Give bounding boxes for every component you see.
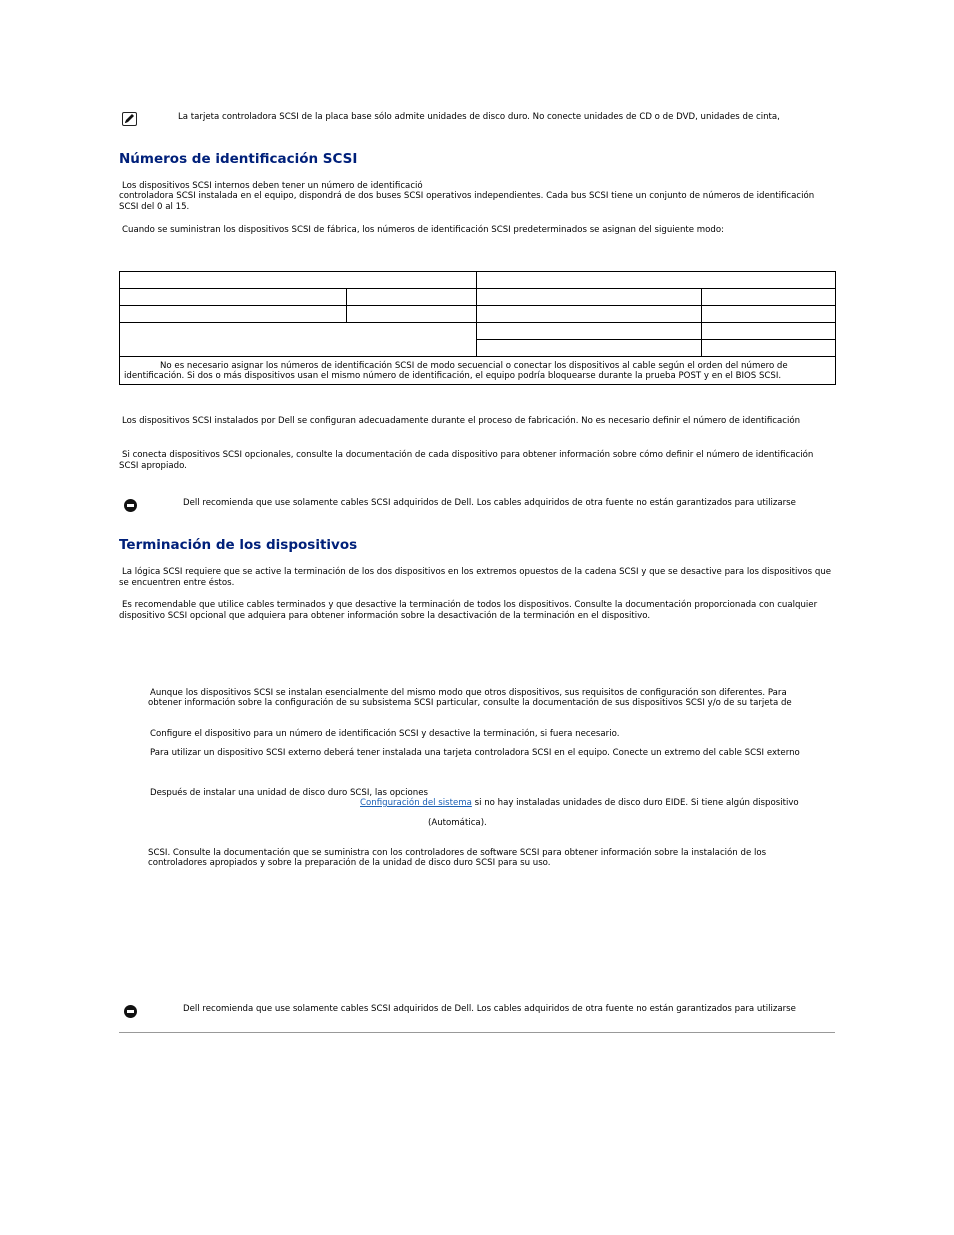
system-setup-link[interactable]: Configuración del sistema [360,798,472,808]
table-cell [477,272,836,289]
heading-termination: Terminación de los dispositivos [119,537,358,553]
table-note-cell [120,357,836,385]
install-step3-line1: Después de instalar una unidad de disco duro SCSI, las opciones [150,788,429,798]
table-cell [702,340,836,357]
install-step3-line2 [360,798,799,809]
table-cell [477,323,702,340]
notice-icon [124,499,137,512]
note-pencil-icon [122,112,137,126]
term-para2: Es recomendable que utilice cables terminados y que desactive la terminación de todos los dispositivos. Consulte la documentación proporcionada con cualquier dispositivo SCSI opcional que adquiera para obtener información sobre la desactivación de la terminación en el dispositivo. [119,600,818,621]
table-cell [477,340,702,357]
divider [119,1032,835,1033]
install-step3-line3: (Automática). [428,818,487,828]
install-step4-line2: controladores apropiados y sobre la preparación de la unidad de disco duro SCSI para su uso. [148,858,551,868]
table-cell [347,306,477,323]
table-cell [477,306,702,323]
ids-para1-rest: controladora SCSI instalada en el equipo, dispondrá de dos buses SCSI operativos independientes. Cada bus SCSI tiene un conjunto de números de identificación SCSI del 0 al 15. [119,191,815,212]
install-para1-line2: obtener información sobre la configuración de su subsistema SCSI particular, consulte la documentación de sus dispositivos SCSI y/o de su tarjeta de [148,698,792,708]
table-cell [120,323,477,357]
note-text: La tarjeta controladora SCSI de la placa base sólo admite unidades de disco duro. No conecte unidades de CD o de DVD, unidades de cinta, [178,112,780,122]
table-row [120,357,836,385]
term-para1: La lógica SCSI requiere que se active la terminación de los dos dispositivos en los extremos opuestos de la cadena SCSI y que se desactive para los dispositivos que se encuentren entre éstos. [119,567,832,588]
notice-text-2: Dell recomienda que use solamente cables SCSI adquiridos de Dell. Los cables adquiridos de otra fuente no están garantizados para utilizarse [183,1004,796,1014]
install-para1-line1: Aunque los dispositivos SCSI se instalan esencialmente del mismo modo que otros dispositivos, sus requisitos de configuración son diferentes. Para [150,688,787,698]
table-cell [702,306,836,323]
install-step4-line1: SCSI. Consulte la documentación que se suministra con los controladores de software SCSI para obtener información sobre la instalación de los [148,848,767,858]
table-row [120,306,836,323]
install-step2: Para utilizar un dispositivo SCSI externo deberá tener instalada una tarjeta controladora SCSI en el equipo. Conecte un extremo del cable SCSI externo [150,748,800,758]
ids-para4: Si conecta dispositivos SCSI opcionales, consulte la documentación de cada dispositivo para obtener información sobre cómo definir el número de identificación SCSI apropiado. [119,450,814,471]
table-cell [120,272,477,289]
ids-para3: Los dispositivos SCSI instalados por Dell se configuran adecuadamente durante el proceso de fabricación. No es necesario definir el número de identificación [122,416,801,426]
scsi-id-table [119,271,836,385]
heading-scsi-ids: Números de identificación SCSI [119,151,358,167]
table-cell [702,323,836,340]
table-cell [702,289,836,306]
ids-para1-line1: Los dispositivos SCSI internos deben tener un número de identificació [122,181,423,191]
install-step3-line2-text: si no hay instaladas unidades de disco duro EIDE. Si tiene algún dispositivo [474,798,799,808]
table-cell [477,289,702,306]
notice-text-1: Dell recomienda que use solamente cables SCSI adquiridos de Dell. Los cables adquiridos de otra fuente no están garantizados para utilizarse [183,498,796,508]
table-row [120,289,836,306]
table-row [120,272,836,289]
table-note-text: No es necesario asignar los números de identificación SCSI de modo secuencial o conectar los dispositivos al cable según el orden del número de identificación. Si dos o más dispositivos usan el mismo número de identificación, el equipo podría bloquearse durante la prueba POST y en el BIOS SCSI. [124,360,788,381]
notice-icon [124,1005,137,1018]
ids-para2: Cuando se suministran los dispositivos SCSI de fábrica, los números de identificación SCSI predeterminados se asignan del siguiente modo: [122,225,725,235]
table-cell [347,289,477,306]
table-row [120,323,836,340]
install-step1: Configure el dispositivo para un número de identificación SCSI y desactive la terminación, si fuera necesario. [150,729,620,739]
table-cell [120,289,347,306]
table-cell [120,306,347,323]
